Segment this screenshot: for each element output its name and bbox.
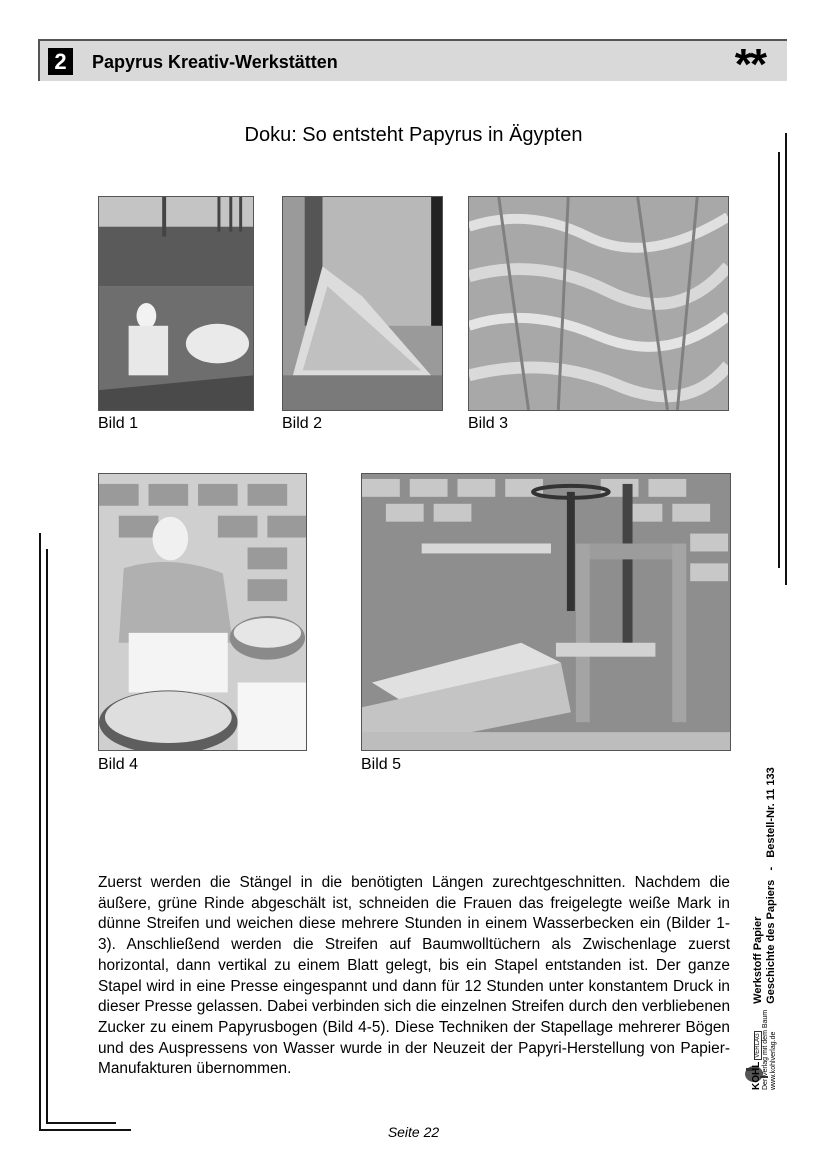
right-inner-rule xyxy=(778,152,780,568)
body-paragraph: Zuerst werden die Stängel in die benötigten Längen zurechtgeschnitten. Nachdem die äußere, grüne Rinde abgeschält ist, schneiden die Frauen das freigelegte weiße Mark in dünne Streifen und weichen diese mehrere Stunden in einem Wasserbecken ein (Bilder 1-3). Anschließend werden die Streifen auf Baumwolltüchern als Zwischenlage zuerst horizontal, dann vertikal zu einem Blatt gelegt, bis ein Stapel entstanden ist. Der ganze Stapel wird in eine Presse eingespannt und dann für 12 Stunden unter konstantem Druck in dieser Presse gelassen. Dabei verbinden sich die einzelnen Streifen durch den verbliebenen Zucker zu einem Papyrusbogen (Bild 4-5). Diese Techniken der Stapellage mehrerer Bögen und des Auspressens von Wasser wurde in der Neuzeit der Papyri-Herstellung von Papier-Manufakturen übernommen. xyxy=(98,874,730,1078)
caption-bild-1: Bild 1 xyxy=(98,415,139,432)
difficulty-stars: ** xyxy=(734,40,765,89)
header-bar xyxy=(38,39,787,89)
photo-bild-4 xyxy=(98,473,307,751)
publisher-name: KOHL xyxy=(751,1061,762,1090)
caption-bild-2: Bild 2 xyxy=(282,415,323,432)
book-title: Werkstoff Papier xyxy=(752,916,764,1004)
chapter-number-badge: 2 xyxy=(48,48,73,75)
publisher-sidebar xyxy=(752,767,778,1090)
book-subtitle-order-number: Geschichte des Papiers - Bestell-Nr. 11 133 xyxy=(765,767,777,1004)
publisher-slogan: Der Verlag mit dem Baum xyxy=(762,1009,769,1090)
caption-bild-3: Bild 3 xyxy=(468,415,509,432)
photo-bild-2 xyxy=(282,196,443,411)
photo-bild-5 xyxy=(361,473,731,751)
photo-bild-3 xyxy=(468,196,729,411)
document-title: Doku: So entsteht Papyrus in Ägypten xyxy=(244,124,583,146)
caption-bild-4: Bild 4 xyxy=(98,756,139,773)
page-number: Seite 22 xyxy=(387,1124,440,1140)
header-title: Papyrus Kreativ-Werkstätten xyxy=(92,52,338,72)
left-inner-rule xyxy=(46,549,48,1124)
caption-bild-5: Bild 5 xyxy=(361,756,402,773)
photo-bild-1 xyxy=(98,196,254,411)
right-outer-rule xyxy=(785,133,787,585)
left-outer-rule xyxy=(39,533,41,1131)
publisher-badge: VERLAG xyxy=(755,1033,761,1058)
publisher-website: www.kohlverlag.de xyxy=(770,1031,777,1090)
